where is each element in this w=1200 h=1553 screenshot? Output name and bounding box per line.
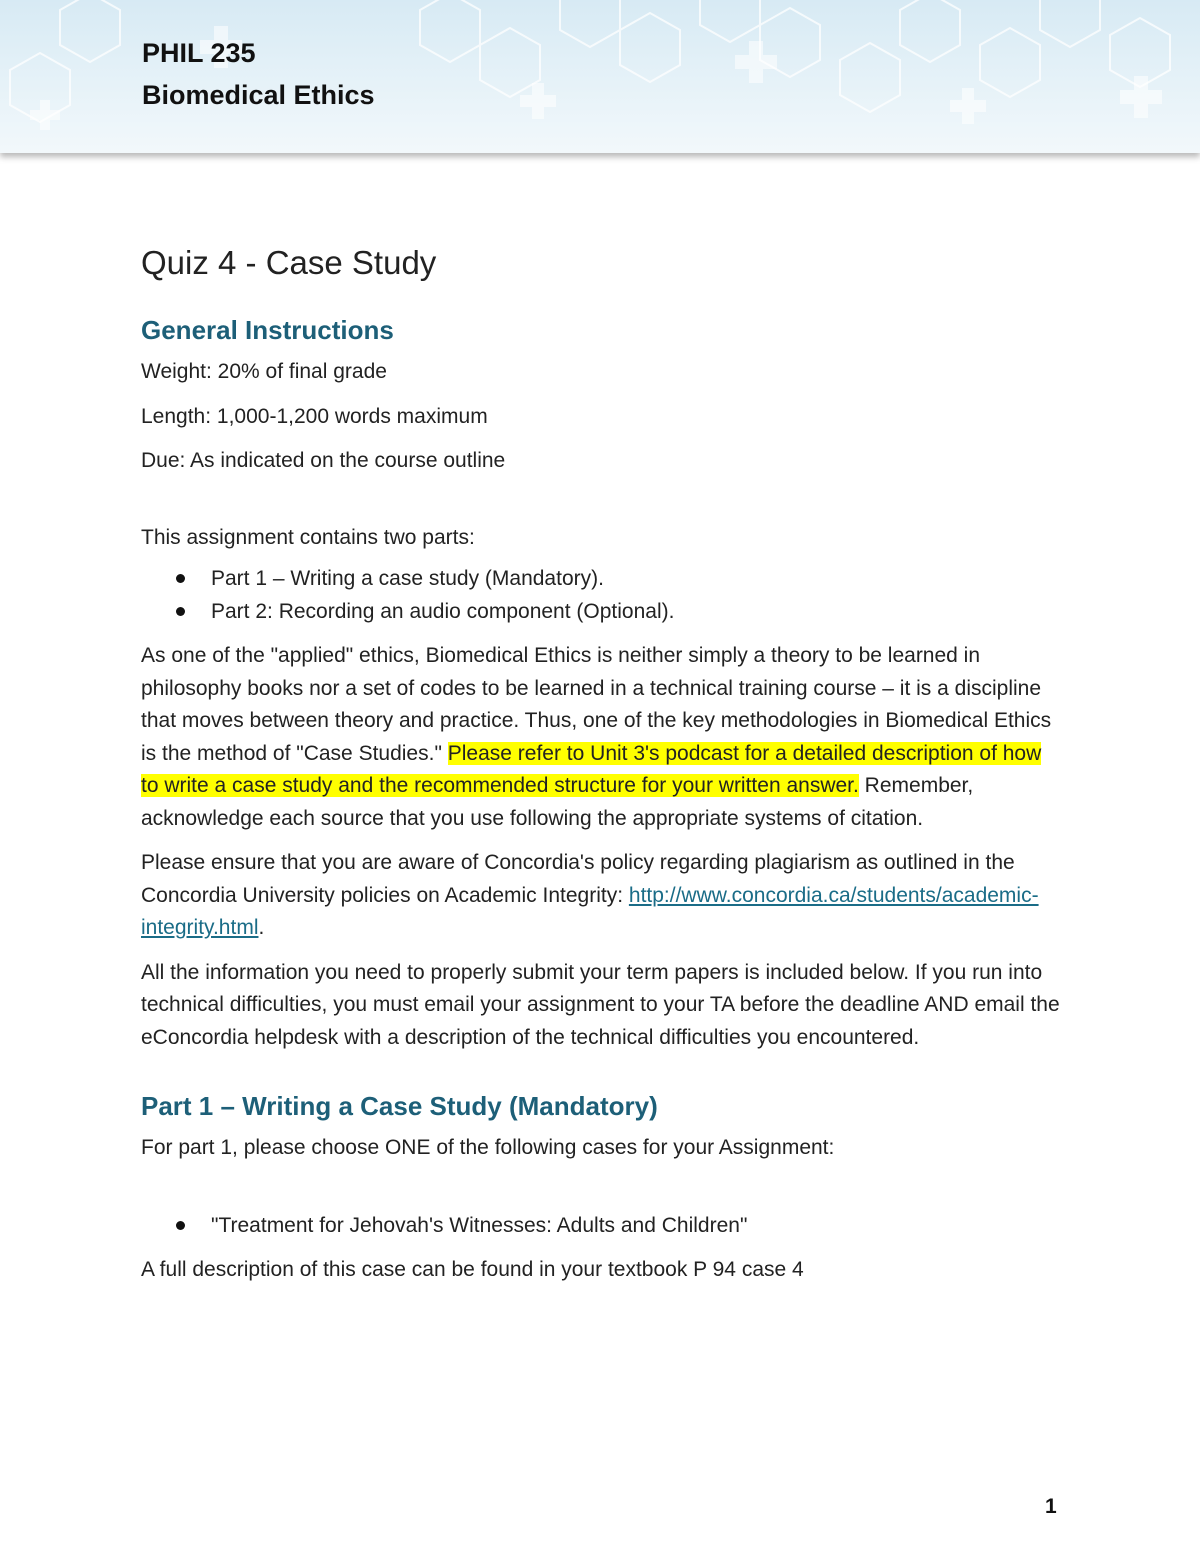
medical-cross-pattern bbox=[0, 0, 1200, 153]
list-item: "Treatment for Jehovah's Witnesses: Adults and Children" bbox=[141, 1209, 1061, 1242]
bullet-icon bbox=[176, 607, 185, 616]
length-text: Length: 1,000-1,200 words maximum bbox=[141, 404, 488, 428]
case-reference: A full description of this case can be found in your textbook P 94 case 4 bbox=[141, 1257, 804, 1281]
due-text: Due: As indicated on the course outline bbox=[141, 449, 506, 472]
general-instructions-heading: General Instructions bbox=[141, 315, 394, 345]
parts-list bbox=[141, 562, 1061, 628]
intro-text: This assignment contains two parts: bbox=[141, 525, 475, 549]
bullet-icon bbox=[176, 1221, 185, 1230]
document-body bbox=[141, 240, 1061, 1298]
assignment-meta bbox=[141, 356, 1061, 478]
list-item: Part 1 – Writing a case study (Mandatory). bbox=[141, 562, 1061, 595]
page-title: Quiz 4 - Case Study bbox=[141, 244, 437, 281]
methodology-paragraph: As one of the "applied" ethics, Biomedical Ethics is neither simply a theory to be learned in philosophy books nor a set of codes to be learned in a technical training course – it is a discipline that moves between theory and practice. Thus, one of the key methodologies in Biomedical Ethics is the method of "Case Studies." Please refer to Unit 3's podcast for a detailed description of how to write a case study and the recommended structure for your written answer. Remember, acknowledge each source that you use following the appropriate systems of citation. bbox=[141, 644, 1052, 830]
header-banner bbox=[0, 0, 1200, 153]
course-name: Biomedical Ethics bbox=[142, 80, 375, 110]
highlighted-text: Please refer to Unit 3's podcast for a detailed description of how to write a case study and the recommended structure for your written answer. bbox=[141, 741, 1042, 797]
plagiarism-paragraph: Please ensure that you are aware of Concordia's policy regarding plagiarism as outlined in the Concordia University policies on Academic Integrity: http://www.concordia.ca/students/academic-integrity.html. bbox=[141, 851, 1039, 939]
list-item: Part 2: Recording an audio component (Optional). bbox=[141, 595, 1061, 628]
part1-instruction: For part 1, please choose ONE of the following cases for your Assignment: bbox=[141, 1136, 835, 1159]
weight-text: Weight: 20% of final grade bbox=[141, 360, 387, 383]
academic-integrity-link[interactable]: http://www.concordia.ca/students/academic-integrity.html bbox=[141, 883, 1039, 939]
submission-paragraph: All the information you need to properly submit your term papers is included below. If you run into technical difficulties, you must email your assignment to your TA before the deadline AND email the eConcordia helpdesk with a description of the technical difficulties you encountered. bbox=[141, 960, 1060, 1049]
page-number: 1 bbox=[1045, 1495, 1057, 1518]
course-code: PHIL 235 bbox=[142, 38, 256, 68]
cases-list bbox=[141, 1209, 1061, 1242]
bullet-icon bbox=[176, 574, 185, 583]
part1-heading: Part 1 – Writing a Case Study (Mandatory) bbox=[141, 1091, 658, 1121]
